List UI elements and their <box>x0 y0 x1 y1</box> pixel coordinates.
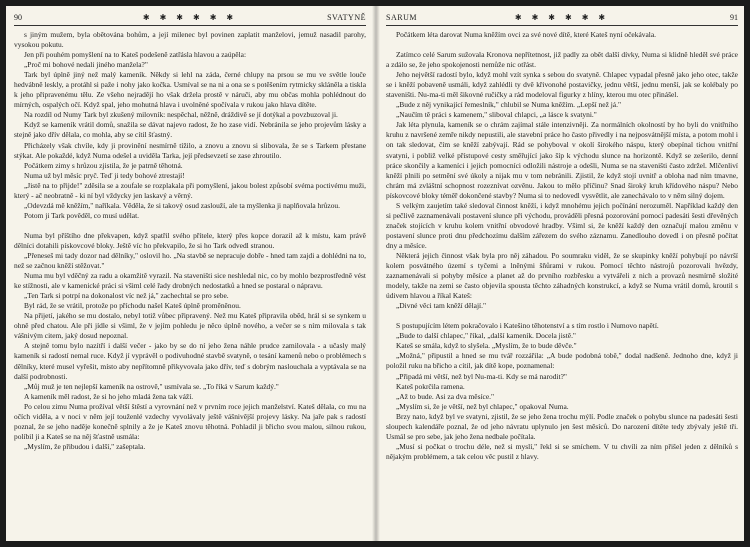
paragraph: „Naučím tě práci s kamenem," sliboval chlapci, „a lásce k svatyni." <box>396 110 597 120</box>
paragraph: „Ten Tark si potrpí na dokonalost víc než já," zachechtal se pro sebe. <box>24 291 229 301</box>
left-page-body <box>14 30 366 452</box>
paragraph: Numa už byl měsíc pryč. Teď ji tedy bohové ztrestají! <box>24 170 185 180</box>
paragraph: Na přijetí, jakého se mu dostalo, nebyl totiž vůbec připravený. Než mu Kateš připravila oběd, hrál si se synkem u ohně před chatou. Ale při jídle si všiml, že v jejím pohledu je něco úplně nového, a večer se s ním milovala s tak vášnivým citem, jaký dosud nepoznal. <box>14 311 366 341</box>
paragraph: Tark byl úplně jiný než malý kameník. Někdy si lehl na záda, černé chlupy na prsou se mu ve světle louče hedvábně leskly, a protáhl si paže i nohy jako kočka. Usmíval se na ni a ona se s potěšením rytmicky skláněla a tiskla k jeho připravenému tělu. Ze všeho nejradějí ho však držela prostě v náruči, aby mu občas mohla pohlédnout do mírných, ospalých očí. Když spal, jeho mohutná hlava i uvolněné spočívala v rukou jako hlava dítěte. <box>14 70 366 110</box>
right-running-title: SARUM <box>386 13 417 22</box>
left-running-title: SVATYNĚ <box>327 13 366 22</box>
paragraph: Zatímco celé Sarum sužovala Kronova nepřítetnost, již padly za obět další dívky, Numa si klidně hleděl své práce a zdálo se, že jeho spokojenosti nemůže nic otřást. <box>386 50 738 70</box>
paragraph: „Přeneseš mi tady dozor nad dělníky," oslovil ho. „Na stavbě se nepracuje dobře - hned tam zajdi a dohlédni na to, než se začnou kněží stěžovat." <box>14 250 366 271</box>
paragraph: „Myslím, že přibudou i další," zašeptala. <box>24 441 146 451</box>
paragraph: „Můj muž je ten nejlepší kameník na ostrově," usmívala se. „To říká v Sarum každý." <box>24 381 279 391</box>
paragraph: Když se kameník vrátil domů, snažila se dávat najevo radost, že ho zase vidí. Nebránila se jeho projevům lásky a stejně jako dřív dělala, co mohla, aby se cítil šťastný. <box>14 120 366 140</box>
paragraph: „Odevzdá mě kněžím," naříkala. Věděla, že si takový osud zaslouží, ale ta myšlenka ji naplňovala hrůzou. <box>24 200 340 210</box>
right-page <box>386 12 738 537</box>
paragraph: Přicházely však chvíle, kdy ji provinění nesmírně tížilo, a znovu a znovu si slibovala, že se s Tarkem přestane stýkat. Ale pokaždé, když Numa odešel a uviděla Tarka, její předsevzetí se zase zhroutilo. <box>14 140 366 160</box>
paragraph: Byl rád, že se vrátil, protože po příchodu našel Kateš úplně proměněnou. <box>24 301 241 311</box>
left-page-header <box>14 12 366 26</box>
paragraph: Jak léta plynula, kameník se o chrám zajímal stále intenzivněji. Za normálních okolností by ho byli do vnitřního kruhu z navršené zemře nikdy nepustili, ale stavební práce ho často přivedly i na nejposvátnější místa, a potom mohl i on tak sledovat, čím se kněží zabývají. Rád se pohyboval v okolí širokého náspu, který obepínal tichou vnitřní svatyni, i pobliž velké přístupové cesty směřující jako šíp k východu slunce na horizontě. Když se zešerilo, denní práce skončily a kameníci i jejich pomocníci odložili nástroje a odešli, Numa se na staveništi často zdržel. Mlčenliví kněží plnili po setmění své úkoly a nijak mu v tom nebránili. Zjistil, že když stojí uvnitř a obloha nad ním tmavne, chrám má zvláštní schopnost rozeznívat ozvěnu. Jakou to mělo příčinu? Snad široký kruh křídového náspu? Nebo pískovcové bloky téměř dokončené stavby? Numa si to nedovedl vysvětlit, ale zanechávalo to v něm silný dojem. <box>386 120 738 200</box>
right-page-number: 91 <box>730 13 738 22</box>
paragraph: „Musí si počkat o trochu déle, než si myslí," řekl si se smíchem. V tu chvíli za ním přišel jeden z dělníků s nějakým problémem, a tak celou věc pustil z hlavy. <box>386 441 738 461</box>
paragraph: Potom ji Tark pověděl, co musí udělat. <box>24 210 140 220</box>
left-page <box>14 12 366 537</box>
paragraph: „Bude to další chlapec," říkal, „další kameník. Docela jistě." <box>396 331 576 341</box>
paragraph: A stejně tomu bylo nazítří i další večer - jako by se do ní jeho žena náhle prudce zamilovala - a učasly malý kameník si radostí nemal ruce. Když jí vyprávěl o podivuhodné stavbě svatyně, o tesání kamenů nebo o problémech s dělníky, které musel vyřešit, místo aby nepřítomně přikyvovala jako dřív, teď s dobrým naslouchala a vyptávala se na další podrobnosti. <box>14 341 366 381</box>
paragraph: „Až to bude. Asi za dva měsíce." <box>396 391 495 401</box>
paragraph: Jeho největší radostí bylo, když mohl vzít synka s sebou do svatyně. Chlapec vypadal přesně jako jeho otec, takže se i kněží pobaveně usmáli, když zahlédli ty dvě křivonohé postavičky, jednu větší, jednu menší, jak se kolébaly po staveništi. Nu-ma-ti měl šikovné ručičky a rád modeloval figurky z hlíny, kterou mu otec přinášel. <box>386 70 738 100</box>
paragraph: Jen při pouhém pomyšlení na to Kateš podešeně zatřásla hlavou a zaúpěla: <box>24 50 247 60</box>
paragraph: Na rozdíl od Numy Tark byl zkušený milovník: nespěchal, něžně, dráždivě se jí dotýkal a povzbuzoval ji. <box>24 110 338 120</box>
paragraph: Brzy nato, když byl ve svatyni, zjistil, že se jeho žena trochu mýlí. Podle značek o pohybu slunce na padesáti šesti sloupech kalendáře poznal, že od jeho návratu uplynulo jen šest měsíců. Do narození dítěte tedy zbývaly ještě tři. Usmál se pro sebe, jak jeho žena nedbale počítala. <box>386 411 738 441</box>
header-ornament: ✱ ✱ ✱ ✱ ✱ ✱ <box>142 13 238 22</box>
paragraph: „Proč mi bohové nedali jiného manžela?" <box>24 60 148 70</box>
paragraph: Kateš pokrčila ramena. <box>396 381 465 391</box>
paragraph: Numa mu byl vděčný za radu a okamžitě vyrazil. Na staveništi sice neshledal nic, co by mohlo bezprostředně vést ke stížnosti, ale v kamenické práci si všiml celé řady drobných nedostatků a hned se postaral o nápravu. <box>14 271 366 291</box>
right-page-body <box>386 30 738 462</box>
paragraph: s jiným mužem, byla obětována bohům, a její milenec byl povinen zaplatit manželovi, jemuž nasadil parohy, vysokou pokutu. <box>14 30 366 50</box>
paragraph: „Myslím si, že je větší, než byl chlapec," opakoval Numa. <box>396 401 569 411</box>
paragraph: S velkým zaujetím také sledoval činnost kněží, i když mnohému jejich počínání nerozuměl. Například každý den si pečlivě zaznamenávali postavení slunce při východu, prováděli přesná pozorování pomocí padesáti šesti dřevěných značek stojících v kruhu kolem vnitřní obvodové hradby. Všiml si, že kněží každý den označují malou změnu v postavení slunce proti dnu předchozímu dalším zářezem do svého záznamu. Zanedlouho dovedl i on přesně počítat dny a měsíce. <box>386 200 738 250</box>
paragraph: „Jistě na to přijde!" zděsila se a zoufale se rozplakala při pomyšlení, jakou bolest způsobí svéma poctivému muži, který - ač neobratně - ki ní byl vždycky jen laskavý a věrný. <box>14 180 366 200</box>
right-page-header <box>386 12 738 26</box>
paragraph: Numa byl příštího dne překvapen, když spatřil svého přítele, který přes kopce dorazil až k místu, kam právě dělníci dotahili pískovcové bloky. Ještě víc ho překvapilo, že si ho Tark odvedl stranou. <box>14 230 366 250</box>
paragraph: Počátkem léta darovat Numa kněžím ovci za své nové dítě, které Kateš nyní očekávala. <box>396 30 657 39</box>
paragraph: „Možná," připustil a hned se mu tvář rozzářila: „A bude podobná tobě," dodal nadšeně. Jednoho dne, když ji položil ruku na břicho a cítil, jak dítě kope, poznamenal: <box>386 351 738 371</box>
book-gutter <box>372 6 380 541</box>
header-ornament: ✱ ✱ ✱ ✱ ✱ ✱ <box>514 13 610 22</box>
paragraph: Některá jejich činnost však byla pro něj záhadou. Po soumraku viděl, že se skupinky kněží pohybují po návrší kolem posvátného území s tyčemi a lněnými šňůrami v rukou. Pomocí těchto nástrojů pozorovali hvězdy, zaznamenávali si pohyby měsíce a planet až do prvního rozbřesku a vytvářeli z nich a provazů nesmírně složité modely, takže na zemi se často objevila spousta těchto záhadných konstrukcí, a když se Numa vrátil domů, kroutil s údivem hlavou a říkal Kateš: <box>386 250 738 301</box>
paragraph: Počátkem zimy s hrůzou zjistila, že je patrně těhotná. <box>24 160 183 170</box>
paragraph: „Divné věci tam kněží dělají." <box>396 301 486 311</box>
paragraph: A kameník měl radost, že si ho jeho mladá žena tak váží. <box>24 391 194 401</box>
paragraph: S postupujícím létem pokračovalo i Katešino těhotenství a s tím rostlo i Numovo napětí. <box>396 321 659 331</box>
paragraph: Po celou zimu Numa prožíval větší štěstí a vyrovnání než v prvním roce jejich manželství. Kateš dělala, co mu na očích viděla, a v noci v něm její touženlé vzdechy vyvolávaly ještě vášnivější projevy lásky. Na jaře pak s radostí poznal, že se jeho naděje konečně splnily a že je Kateš znovu těhotná. Pohladil ji břicho svou malou, silnou rukou, políbil ji a Kateš se na něj šťastně usmála: <box>14 401 366 441</box>
paragraph: Kateš se smála, když to slyšela. „Myslím, že to bude děvče." <box>396 341 577 351</box>
left-page-number: 90 <box>14 13 22 22</box>
book-spread <box>6 6 744 541</box>
paragraph: „Bude z něj vynikající řemeslník," chlubil se Numa kněžím. „Lepší než já." <box>396 100 621 110</box>
paragraph: „Připadá mi větší, než byl Nu-ma-ti. Kdy se má narodit?" <box>396 371 567 381</box>
